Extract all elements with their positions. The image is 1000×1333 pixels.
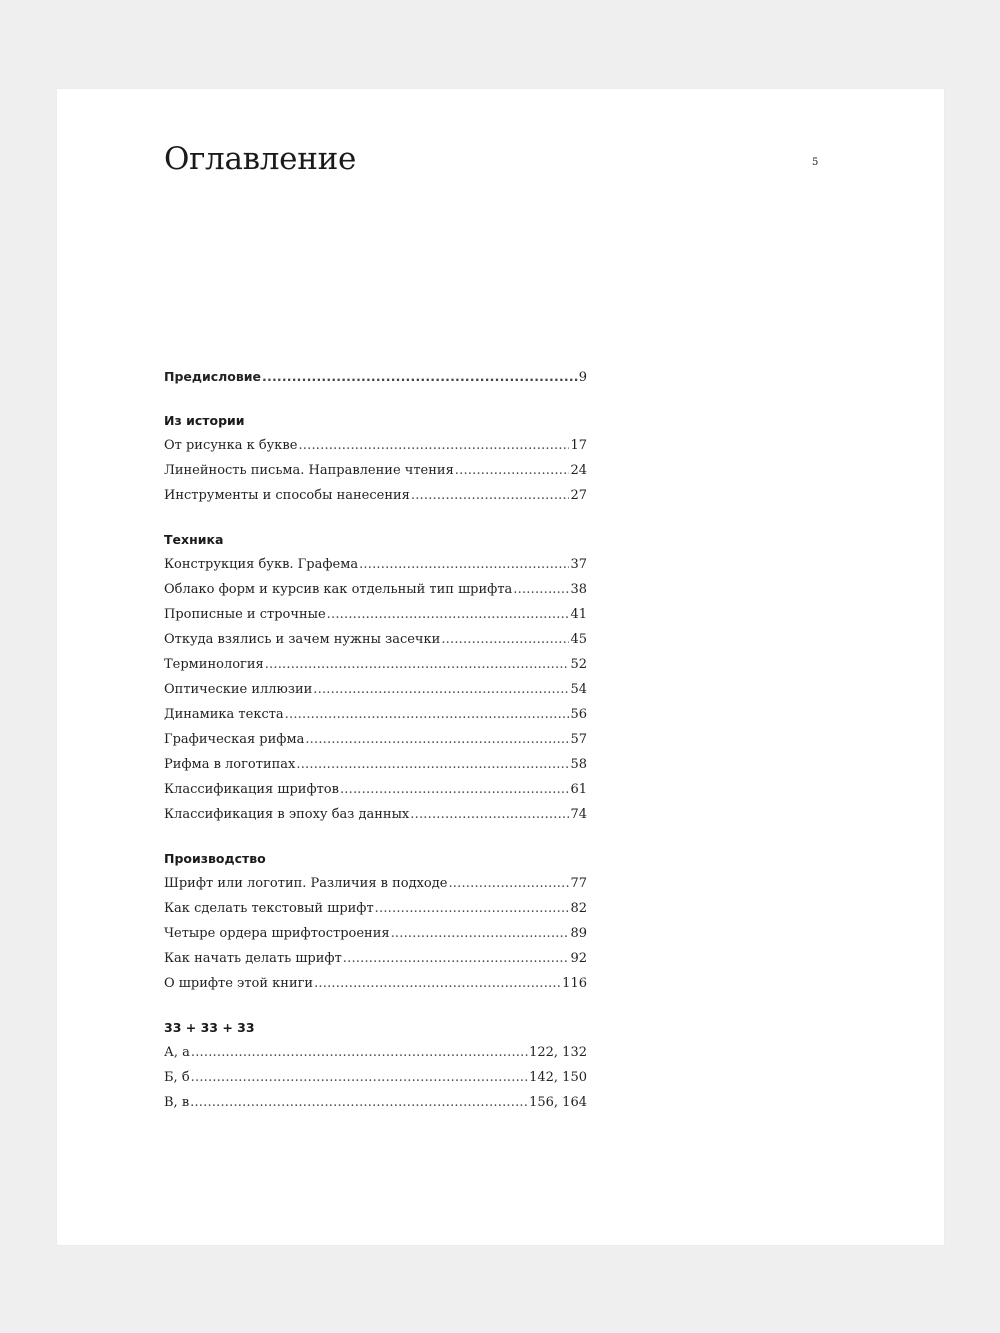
toc-entry[interactable]: [164, 871, 587, 896]
toc-entry-page: 52: [570, 657, 587, 672]
dot-leader: [448, 871, 569, 896]
section-gap: [164, 389, 587, 408]
toc-entry-label: Четыре ордера шрифтостроения: [164, 926, 390, 941]
toc-entry-label: От рисунка к букве: [164, 438, 298, 453]
toc-entry-preface[interactable]: [164, 364, 587, 389]
toc-entry[interactable]: [164, 802, 587, 827]
toc-entry[interactable]: [164, 652, 587, 677]
toc-entry-label: Линейность письма. Направление чтения: [164, 463, 454, 478]
toc-entry-page: 37: [570, 557, 587, 572]
dot-leader: [262, 364, 578, 389]
toc-entry-page: 58: [570, 757, 587, 772]
toc-entry-page: 89: [570, 926, 587, 941]
toc-entry-page: 74: [570, 807, 587, 822]
dot-leader: [359, 552, 569, 577]
toc-entry[interactable]: [164, 946, 587, 971]
toc-entry[interactable]: [164, 921, 587, 946]
dot-leader: [327, 602, 570, 627]
toc-section-heading: Техника: [164, 532, 224, 547]
toc-entry-page: 9: [578, 370, 587, 385]
dot-leader: [391, 921, 570, 946]
section-gap: [164, 827, 587, 846]
page-title: Оглавление: [164, 141, 356, 177]
toc-entry[interactable]: [164, 727, 587, 752]
toc-entry-page: 142, 150: [529, 1070, 587, 1085]
toc-entry-label: Шрифт или логотип. Различия в подходе: [164, 876, 448, 891]
toc-entry-label: Классификация шрифтов: [164, 782, 339, 797]
toc-entry-label: Откуда взялись и зачем нужны засечки: [164, 632, 441, 647]
toc-entry[interactable]: [164, 1090, 587, 1115]
dot-leader: [411, 483, 570, 508]
toc-entry-label: Рифма в логотипах: [164, 757, 296, 772]
dot-leader: [298, 433, 569, 458]
toc-section-heading: 33 + 33 + 33: [164, 1020, 255, 1035]
toc-section-heading: Производство: [164, 851, 266, 866]
toc-entry-label: Классификация в эпоху баз данных: [164, 807, 410, 822]
toc-entry-page: 41: [570, 607, 587, 622]
toc-entry-label: Облако форм и курсив как отдельный тип шрифта: [164, 582, 513, 597]
dot-leader: [265, 652, 570, 677]
dot-leader: [375, 896, 570, 921]
section-gap: [164, 996, 587, 1015]
section-gap: [164, 508, 587, 527]
toc-entry[interactable]: [164, 1040, 587, 1065]
toc-entry-label: Предисловие: [164, 369, 262, 384]
dot-leader: [285, 702, 570, 727]
toc-entry-label: В, в: [164, 1095, 190, 1110]
toc-entry-label: Терминология: [164, 657, 264, 672]
toc-entry-label: Инструменты и способы нанесения: [164, 488, 410, 503]
dot-leader: [343, 946, 570, 971]
toc-entry-page: 45: [570, 632, 587, 647]
dot-leader: [513, 577, 569, 602]
toc-entry-page: 156, 164: [529, 1095, 587, 1110]
table-of-contents: [164, 364, 587, 1115]
toc-entry-page: 17: [570, 438, 587, 453]
toc-entry-label: Как сделать текстовый шрифт: [164, 901, 374, 916]
toc-entry-label: Прописные и строчные: [164, 607, 326, 622]
toc-entry-page: 92: [570, 951, 587, 966]
toc-entry-page: 116: [562, 976, 587, 991]
toc-entry-label: О шрифте этой книги: [164, 976, 314, 991]
toc-section-heading: Из истории: [164, 413, 245, 428]
toc-entry[interactable]: [164, 627, 587, 652]
toc-entry-page: 56: [570, 707, 587, 722]
toc-entry[interactable]: [164, 752, 587, 777]
toc-entry[interactable]: [164, 602, 587, 627]
toc-entry[interactable]: [164, 458, 587, 483]
toc-entry[interactable]: [164, 896, 587, 921]
dot-leader: [296, 752, 569, 777]
book-page: [57, 89, 944, 1245]
page-number: 5: [812, 157, 819, 168]
toc-entry[interactable]: [164, 702, 587, 727]
dot-leader: [305, 727, 569, 752]
toc-entry-label: Как начать делать шрифт: [164, 951, 342, 966]
dot-leader: [313, 677, 569, 702]
dot-leader: [191, 1065, 528, 1090]
dot-leader: [410, 802, 569, 827]
toc-entry-page: 54: [570, 682, 587, 697]
dot-leader: [190, 1090, 528, 1115]
dot-leader: [455, 458, 570, 483]
toc-sections: [164, 389, 587, 1115]
toc-entry[interactable]: [164, 577, 587, 602]
toc-entry-page: 122, 132: [529, 1045, 587, 1060]
toc-entry-page: 61: [570, 782, 587, 797]
dot-leader: [314, 971, 561, 996]
toc-entry[interactable]: [164, 777, 587, 802]
toc-entry[interactable]: [164, 552, 587, 577]
toc-entry-label: Графическая рифма: [164, 732, 305, 747]
toc-entry-page: 77: [570, 876, 587, 891]
toc-entry-page: 38: [570, 582, 587, 597]
toc-entry-label: Динамика текста: [164, 707, 284, 722]
toc-entry-label: Оптические иллюзии: [164, 682, 313, 697]
toc-entry-label: Б, б: [164, 1070, 190, 1085]
dot-leader: [191, 1040, 528, 1065]
toc-entry-label: А, а: [164, 1045, 190, 1060]
toc-entry-page: 27: [570, 488, 587, 503]
toc-entry[interactable]: [164, 433, 587, 458]
toc-entry-label: Конструкция букв. Графема: [164, 557, 359, 572]
toc-entry[interactable]: [164, 677, 587, 702]
toc-entry[interactable]: [164, 1065, 587, 1090]
dot-leader: [340, 777, 569, 802]
toc-entry-page: 57: [570, 732, 587, 747]
dot-leader: [441, 627, 569, 652]
toc-entry-page: 82: [570, 901, 587, 916]
toc-entry-page: 24: [570, 463, 587, 478]
toc-entry[interactable]: [164, 483, 587, 508]
toc-entry[interactable]: [164, 971, 587, 996]
